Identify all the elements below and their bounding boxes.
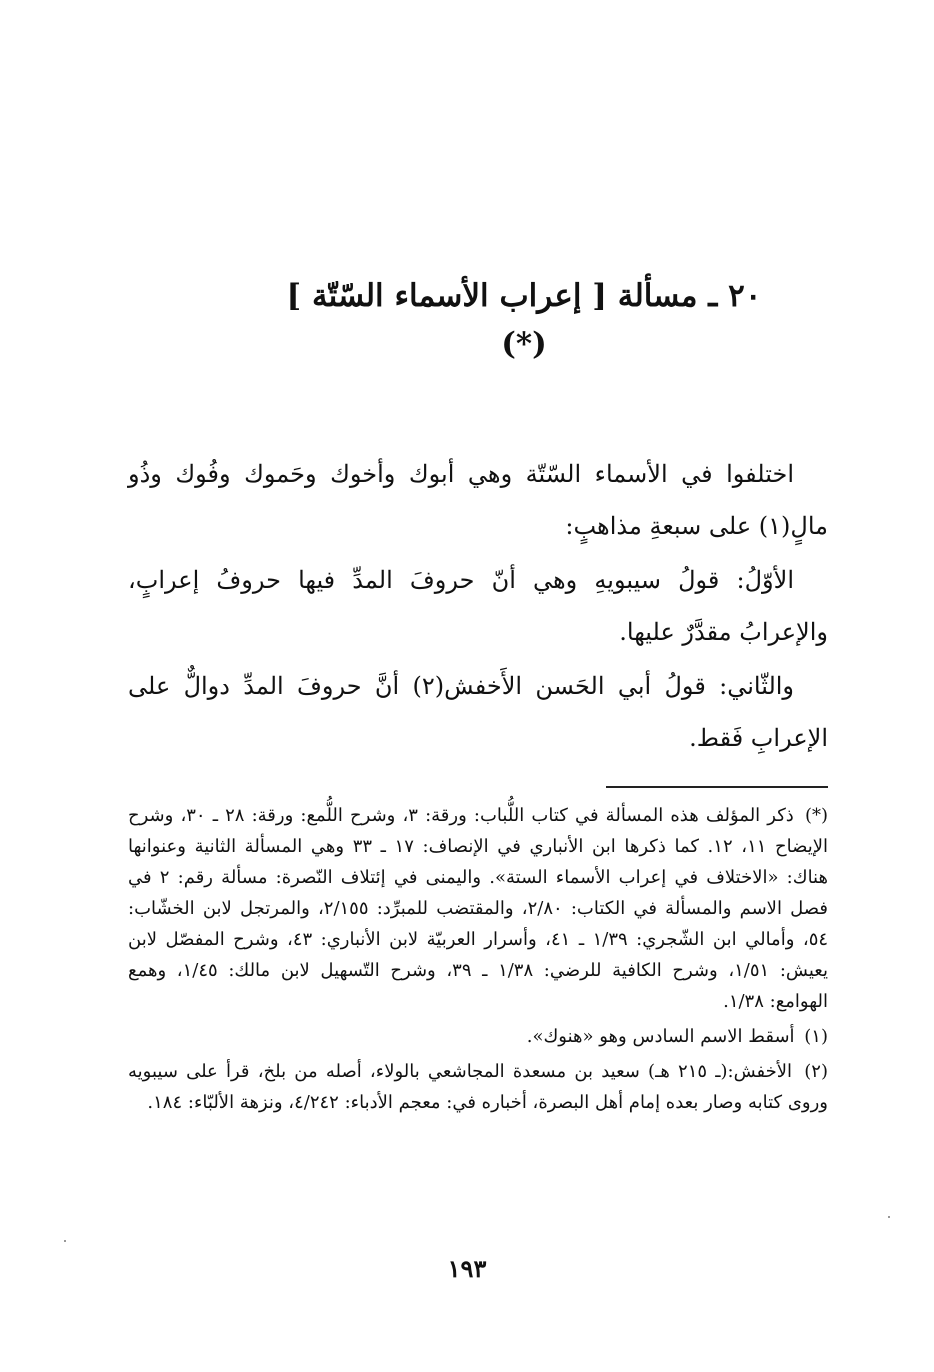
- footnote-text: أسقط الاسم السادس وهو «هنوك».: [526, 1026, 795, 1047]
- footnote-marker: (*): [804, 805, 828, 826]
- footnote: [128, 800, 828, 1017]
- scan-speck: [64, 1240, 66, 1242]
- scan-speck: [888, 1216, 890, 1218]
- body-paragraph: والثّاني: قولُ أبي الحَسن الأَخفش(٢) أنَّ حروفَ المدِّ دوالٌّ على الإعرابِ فَقط.: [128, 672, 828, 752]
- footnote-divider: [606, 786, 828, 788]
- footnotes: [128, 800, 828, 1118]
- body-paragraph: اختلفوا في الأسماء السّتّة وهي أبوك وأخوك وحَموك وفُوك وذُو مالٍ(١) على سبعةِ مذاهبٍ:: [128, 460, 828, 540]
- body-paragraph: الأوّلُ: قولُ سيبويهِ وهي أنّ حروفَ المدِّ فيها حروفُ إعرابٍ، والإعرابُ مقدَّرٌ عليها.: [128, 566, 828, 646]
- body-text: [128, 448, 828, 764]
- page-number: ١٩٣: [447, 1254, 487, 1283]
- footnote-text: ذكر المؤلف هذه المسألة في كتاب اللُّباب: ورقة: ٣، وشرح اللُّمع: ورقة: ٢٨ ـ ٣٠، وشرح الإيضاح ١١، ١٢. كما ذكرها ابن الأنباري في الإنصاف: ١٧ ـ ٣٣ وهي المسألة الثانية وعنوانها هناك: «الاختلاف في إعراب الأسماء الستة». واليمنى في إئتلاف النّصرة: مسألة رقم: ٢ في فصل الاسم والمسألة في الكتاب: ٢/٨٠، والمقتضب للمبرِّد: ٢/١٥٥، والمرتجل لابن الخشّاب: ٥٤، وأمالي ابن الشّجري: ١/٣٩ ـ ٤١، وأسرار العربيّة لابن الأنباري: ٤٣، وشرح المفصّل لابن يعيش: ١/٥١، وشرح الكافية للرضي: ١/٣٨ ـ ٣٩، وشرح التّسهيل لابن مالك: ١/٤٥، وهمع الهوامع: ١/٣٨.: [128, 805, 829, 1012]
- footnote-text: الأخفش:(ـ ٢١٥ هـ) سعيد بن مسعدة المجاشعي بالولاء، أصله من بلخ، قرأ على سيبويه وروى كتابه وصار بعده إمام أهل البصرة، أخباره في: معجم الأدباء: ٤/٢٤٢، ونزهة الألبّاء: ١٨٤.: [128, 1061, 828, 1113]
- footnote-marker: (٢): [804, 1061, 828, 1082]
- footnote-marker: (١): [804, 1026, 828, 1047]
- footnote: [128, 1056, 828, 1118]
- footnote: [128, 1021, 828, 1052]
- chapter-title: ٢٠ ـ مسألة [ إعراب الأسماء السّتّة ](*): [286, 278, 762, 362]
